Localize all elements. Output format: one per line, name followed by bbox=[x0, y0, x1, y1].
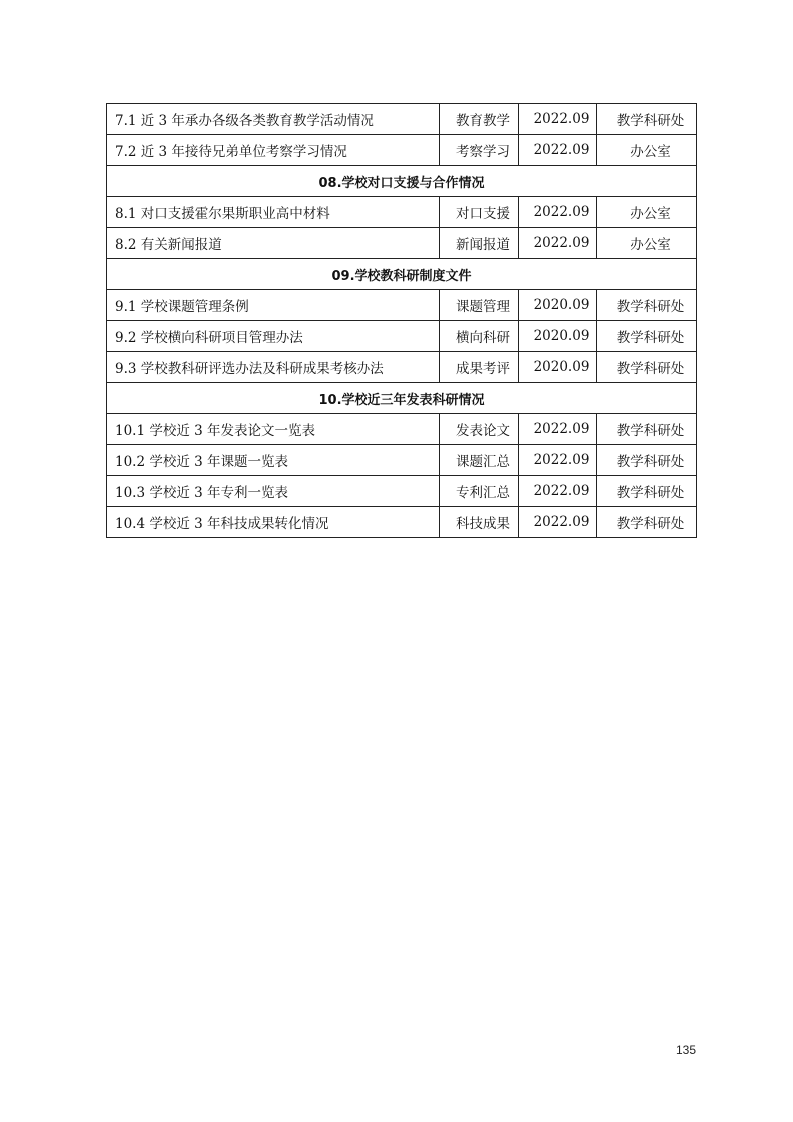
item-department-cell: 教学科研处 bbox=[597, 414, 697, 445]
item-category-cell: 科技成果 bbox=[440, 507, 519, 538]
item-category-cell: 考察学习 bbox=[440, 135, 519, 166]
table-row bbox=[107, 352, 697, 383]
item-name-cell: 9.3 学校教科研评选办法及科研成果考核办法 bbox=[107, 352, 440, 383]
table-body bbox=[107, 104, 697, 538]
item-category-cell: 新闻报道 bbox=[440, 228, 519, 259]
item-name-cell: 10.2 学校近 3 年课题一览表 bbox=[107, 445, 440, 476]
item-category-cell: 对口支援 bbox=[440, 197, 519, 228]
item-date-cell: 2022.09 bbox=[519, 104, 597, 135]
page-number: 135 bbox=[676, 1043, 697, 1057]
table-row bbox=[107, 476, 697, 507]
item-category-cell: 成果考评 bbox=[440, 352, 519, 383]
table-row bbox=[107, 135, 697, 166]
item-date-cell: 2022.09 bbox=[519, 507, 597, 538]
item-date-cell: 2022.09 bbox=[519, 476, 597, 507]
item-category-cell: 教育教学 bbox=[440, 104, 519, 135]
table-row bbox=[107, 228, 697, 259]
section-header-row bbox=[107, 259, 697, 290]
item-department-cell: 办公室 bbox=[597, 228, 697, 259]
table-row bbox=[107, 414, 697, 445]
item-name-cell: 10.1 学校近 3 年发表论文一览表 bbox=[107, 414, 440, 445]
section-title: 10.学校近三年发表科研情况 bbox=[107, 383, 697, 414]
table-row bbox=[107, 445, 697, 476]
item-category-cell: 横向科研 bbox=[440, 321, 519, 352]
item-category-cell: 课题汇总 bbox=[440, 445, 519, 476]
item-date-cell: 2022.09 bbox=[519, 445, 597, 476]
item-department-cell: 教学科研处 bbox=[597, 507, 697, 538]
item-name-cell: 7.2 近 3 年接待兄弟单位考察学习情况 bbox=[107, 135, 440, 166]
item-date-cell: 2020.09 bbox=[519, 290, 597, 321]
item-department-cell: 教学科研处 bbox=[597, 445, 697, 476]
item-department-cell: 办公室 bbox=[597, 135, 697, 166]
table-row bbox=[107, 290, 697, 321]
item-name-cell: 8.1 对口支援霍尔果斯职业高中材料 bbox=[107, 197, 440, 228]
item-name-cell: 8.2 有关新闻报道 bbox=[107, 228, 440, 259]
item-category-cell: 发表论文 bbox=[440, 414, 519, 445]
table-row bbox=[107, 197, 697, 228]
item-name-cell: 7.1 近 3 年承办各级各类教育教学活动情况 bbox=[107, 104, 440, 135]
item-department-cell: 教学科研处 bbox=[597, 104, 697, 135]
section-title: 09.学校教科研制度文件 bbox=[107, 259, 697, 290]
item-date-cell: 2020.09 bbox=[519, 352, 597, 383]
table-row bbox=[107, 507, 697, 538]
item-department-cell: 教学科研处 bbox=[597, 290, 697, 321]
item-category-cell: 专利汇总 bbox=[440, 476, 519, 507]
item-category-cell: 课题管理 bbox=[440, 290, 519, 321]
item-name-cell: 9.2 学校横向科研项目管理办法 bbox=[107, 321, 440, 352]
section-title: 08.学校对口支援与合作情况 bbox=[107, 166, 697, 197]
item-date-cell: 2020.09 bbox=[519, 321, 597, 352]
item-date-cell: 2022.09 bbox=[519, 414, 597, 445]
item-name-cell: 10.4 学校近 3 年科技成果转化情况 bbox=[107, 507, 440, 538]
item-date-cell: 2022.09 bbox=[519, 197, 597, 228]
table-row bbox=[107, 321, 697, 352]
section-header-row bbox=[107, 383, 697, 414]
section-header-row bbox=[107, 166, 697, 197]
item-department-cell: 教学科研处 bbox=[597, 321, 697, 352]
item-date-cell: 2022.09 bbox=[519, 135, 597, 166]
item-name-cell: 9.1 学校课题管理条例 bbox=[107, 290, 440, 321]
table-row bbox=[107, 104, 697, 135]
item-department-cell: 教学科研处 bbox=[597, 352, 697, 383]
item-department-cell: 教学科研处 bbox=[597, 476, 697, 507]
archive-index-table bbox=[106, 103, 697, 538]
item-date-cell: 2022.09 bbox=[519, 228, 597, 259]
item-name-cell: 10.3 学校近 3 年专利一览表 bbox=[107, 476, 440, 507]
item-department-cell: 办公室 bbox=[597, 197, 697, 228]
